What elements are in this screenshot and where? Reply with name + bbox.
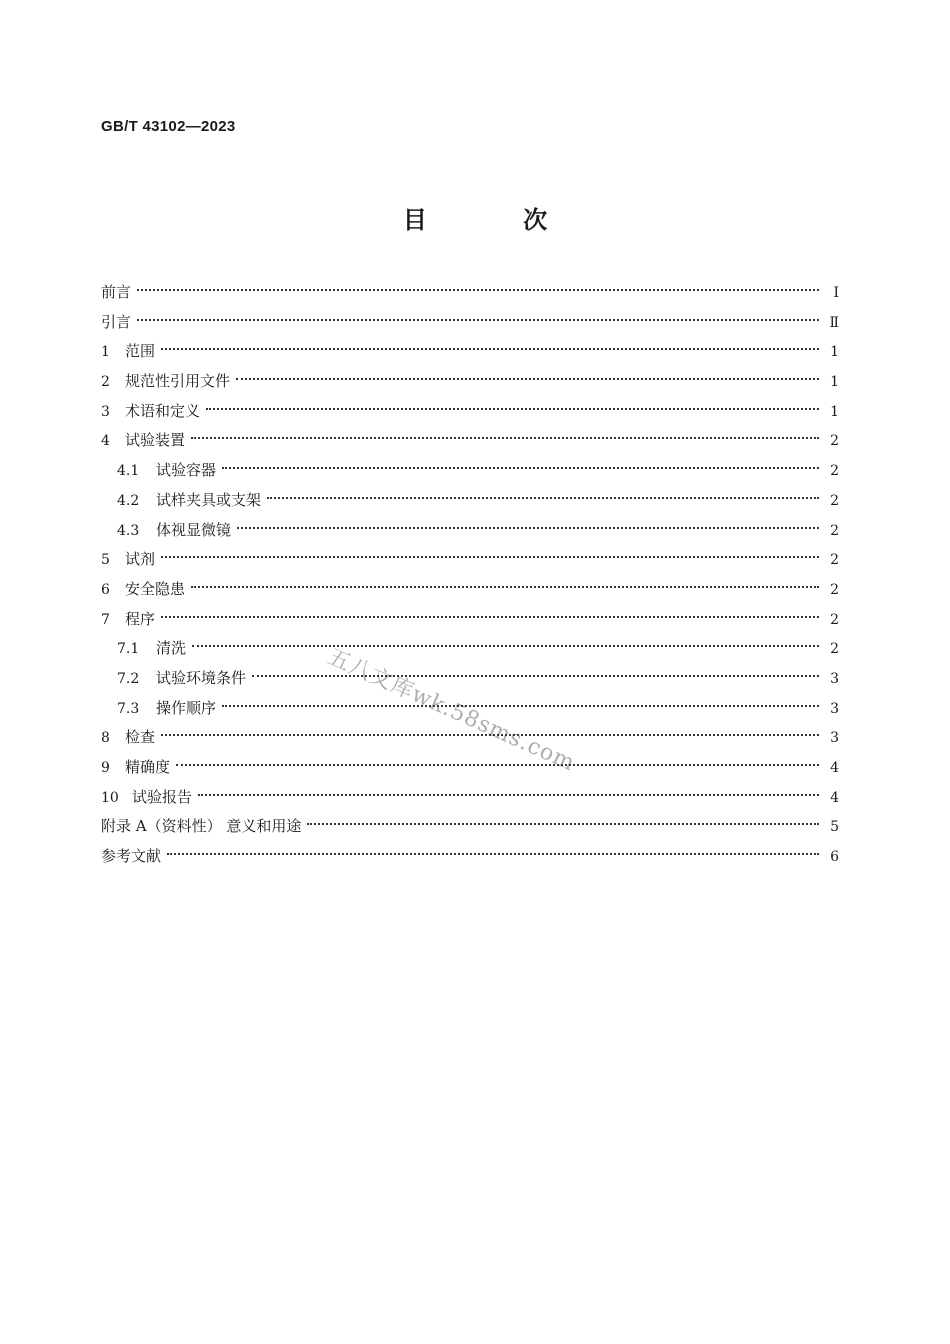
toc-entry-label: 检查 xyxy=(125,728,156,747)
toc-entry[interactable] xyxy=(101,812,839,842)
toc-entry-label: 范围 xyxy=(125,342,156,361)
toc-entry[interactable] xyxy=(101,367,839,397)
toc-entry-number: 7.3 xyxy=(117,700,140,717)
toc-entry-page: 2 xyxy=(830,611,839,628)
toc-entry-page: 5 xyxy=(830,819,839,836)
toc-leader-dots xyxy=(222,467,819,469)
toc-entry-page: 1 xyxy=(830,344,839,361)
toc-entry-page: Ⅱ xyxy=(829,314,839,331)
toc-entry-page: 2 xyxy=(830,522,839,539)
toc-entry-page: 3 xyxy=(830,730,839,747)
toc-entry-page: 1 xyxy=(830,403,839,420)
toc-entry[interactable] xyxy=(101,664,839,694)
toc-leader-dots xyxy=(167,853,819,855)
toc-entry-label: 试验环境条件 xyxy=(156,668,247,687)
toc-leader-dots xyxy=(161,348,819,350)
toc-entry-label: 试验容器 xyxy=(156,461,217,480)
toc-entry[interactable] xyxy=(101,308,839,338)
toc-leader-dots xyxy=(161,556,819,558)
toc-leader-dots xyxy=(137,319,819,321)
toc-entry-number: 7.1 xyxy=(117,641,140,658)
toc-entry-page: 2 xyxy=(830,581,839,598)
toc-entry-page: Ⅰ xyxy=(833,285,839,301)
toc-entry-number: 10 xyxy=(101,789,119,806)
toc-leader-dots xyxy=(206,408,819,410)
toc-entry-label: 试剂 xyxy=(125,550,156,569)
toc-entry[interactable] xyxy=(101,456,839,486)
toc-leader-dots xyxy=(137,289,819,291)
toc-entry-page: 2 xyxy=(830,463,839,480)
toc-leader-dots xyxy=(198,794,819,796)
toc-entry[interactable] xyxy=(101,486,839,516)
toc-entry-number: 2 xyxy=(101,374,110,391)
toc-entry[interactable] xyxy=(101,545,839,575)
toc-entry-label: 试验装置 xyxy=(125,431,186,450)
toc-entry[interactable] xyxy=(101,605,839,635)
toc-entry-label: 试样夹具或支架 xyxy=(156,490,262,509)
toc-entry[interactable] xyxy=(101,278,839,308)
toc-entry-page: 4 xyxy=(830,789,839,806)
toc-leader-dots xyxy=(307,823,819,825)
page-title: 目 次 xyxy=(402,205,592,234)
toc-entry-number: 4 xyxy=(101,433,110,450)
standard-code: GB/T 43102—2023 xyxy=(101,118,236,135)
toc-entry-label: 引言 xyxy=(101,312,132,331)
toc-leader-dots xyxy=(191,586,819,588)
toc-leader-dots xyxy=(161,616,819,618)
toc-entry-label: 安全隐患 xyxy=(125,579,186,598)
toc-entry-label: 试验报告 xyxy=(132,787,193,806)
toc-entry-label: 体视显微镜 xyxy=(156,520,232,539)
toc-leader-dots xyxy=(236,378,819,380)
toc-entry[interactable] xyxy=(101,337,839,367)
toc-leader-dots xyxy=(267,497,819,499)
toc-entry[interactable] xyxy=(101,397,839,427)
toc-leader-dots xyxy=(252,675,819,677)
toc-leader-dots xyxy=(222,705,819,707)
toc-entry-page: 6 xyxy=(830,849,839,866)
toc-entry-number: 8 xyxy=(101,730,110,747)
toc-entry-page: 3 xyxy=(830,700,839,717)
toc-entry[interactable] xyxy=(101,516,839,546)
watermark: 五八文库wk.58sms.com xyxy=(323,644,579,777)
toc-entry-page: 4 xyxy=(830,760,839,776)
toc-entry[interactable] xyxy=(101,634,839,664)
toc-entry[interactable] xyxy=(101,783,839,813)
toc-entry-label: 操作顺序 xyxy=(156,698,217,717)
toc-entry-label: 前言 xyxy=(101,283,132,301)
toc-leader-dots xyxy=(237,527,819,529)
toc-entry-number: 4.3 xyxy=(117,522,140,539)
toc-leader-dots xyxy=(192,645,819,647)
toc-entry-number: 6 xyxy=(101,581,110,598)
toc-entry-label: 术语和定义 xyxy=(125,401,201,420)
toc-entry-label: 清洗 xyxy=(156,639,187,658)
toc-entry-number: 3 xyxy=(101,403,110,420)
toc-entry-page: 2 xyxy=(830,433,839,450)
toc-entry-number: 5 xyxy=(101,552,110,569)
toc-entry-number: 7.2 xyxy=(117,670,140,687)
toc-entry-page: 2 xyxy=(830,552,839,569)
toc-entry-label: 参考文献 xyxy=(101,847,162,866)
toc-entry-page: 2 xyxy=(830,492,839,509)
toc-entry-number: 7 xyxy=(101,611,110,628)
toc-entry-label: 附录 A（资料性） 意义和用途 xyxy=(101,817,302,836)
toc-entry-number: 1 xyxy=(101,344,110,361)
toc-entry[interactable] xyxy=(101,575,839,605)
toc-entry[interactable] xyxy=(101,842,839,872)
toc-leader-dots xyxy=(176,764,819,766)
toc-leader-dots xyxy=(191,437,819,439)
toc-entry-number: 4.1 xyxy=(117,463,140,480)
toc-entry-page: 3 xyxy=(830,670,839,687)
toc-entry[interactable] xyxy=(101,753,839,783)
toc-entry-number: 9 xyxy=(101,760,110,776)
toc-entry-label: 程序 xyxy=(125,609,156,628)
toc-entry-page: 1 xyxy=(830,374,839,391)
toc-entry-page: 2 xyxy=(830,641,839,658)
toc-entry-number: 4.2 xyxy=(117,492,140,509)
table-of-contents xyxy=(101,278,839,872)
toc-entry-label: 精确度 xyxy=(125,758,171,776)
toc-entry[interactable] xyxy=(101,426,839,456)
toc-entry-label: 规范性引用文件 xyxy=(125,372,231,391)
